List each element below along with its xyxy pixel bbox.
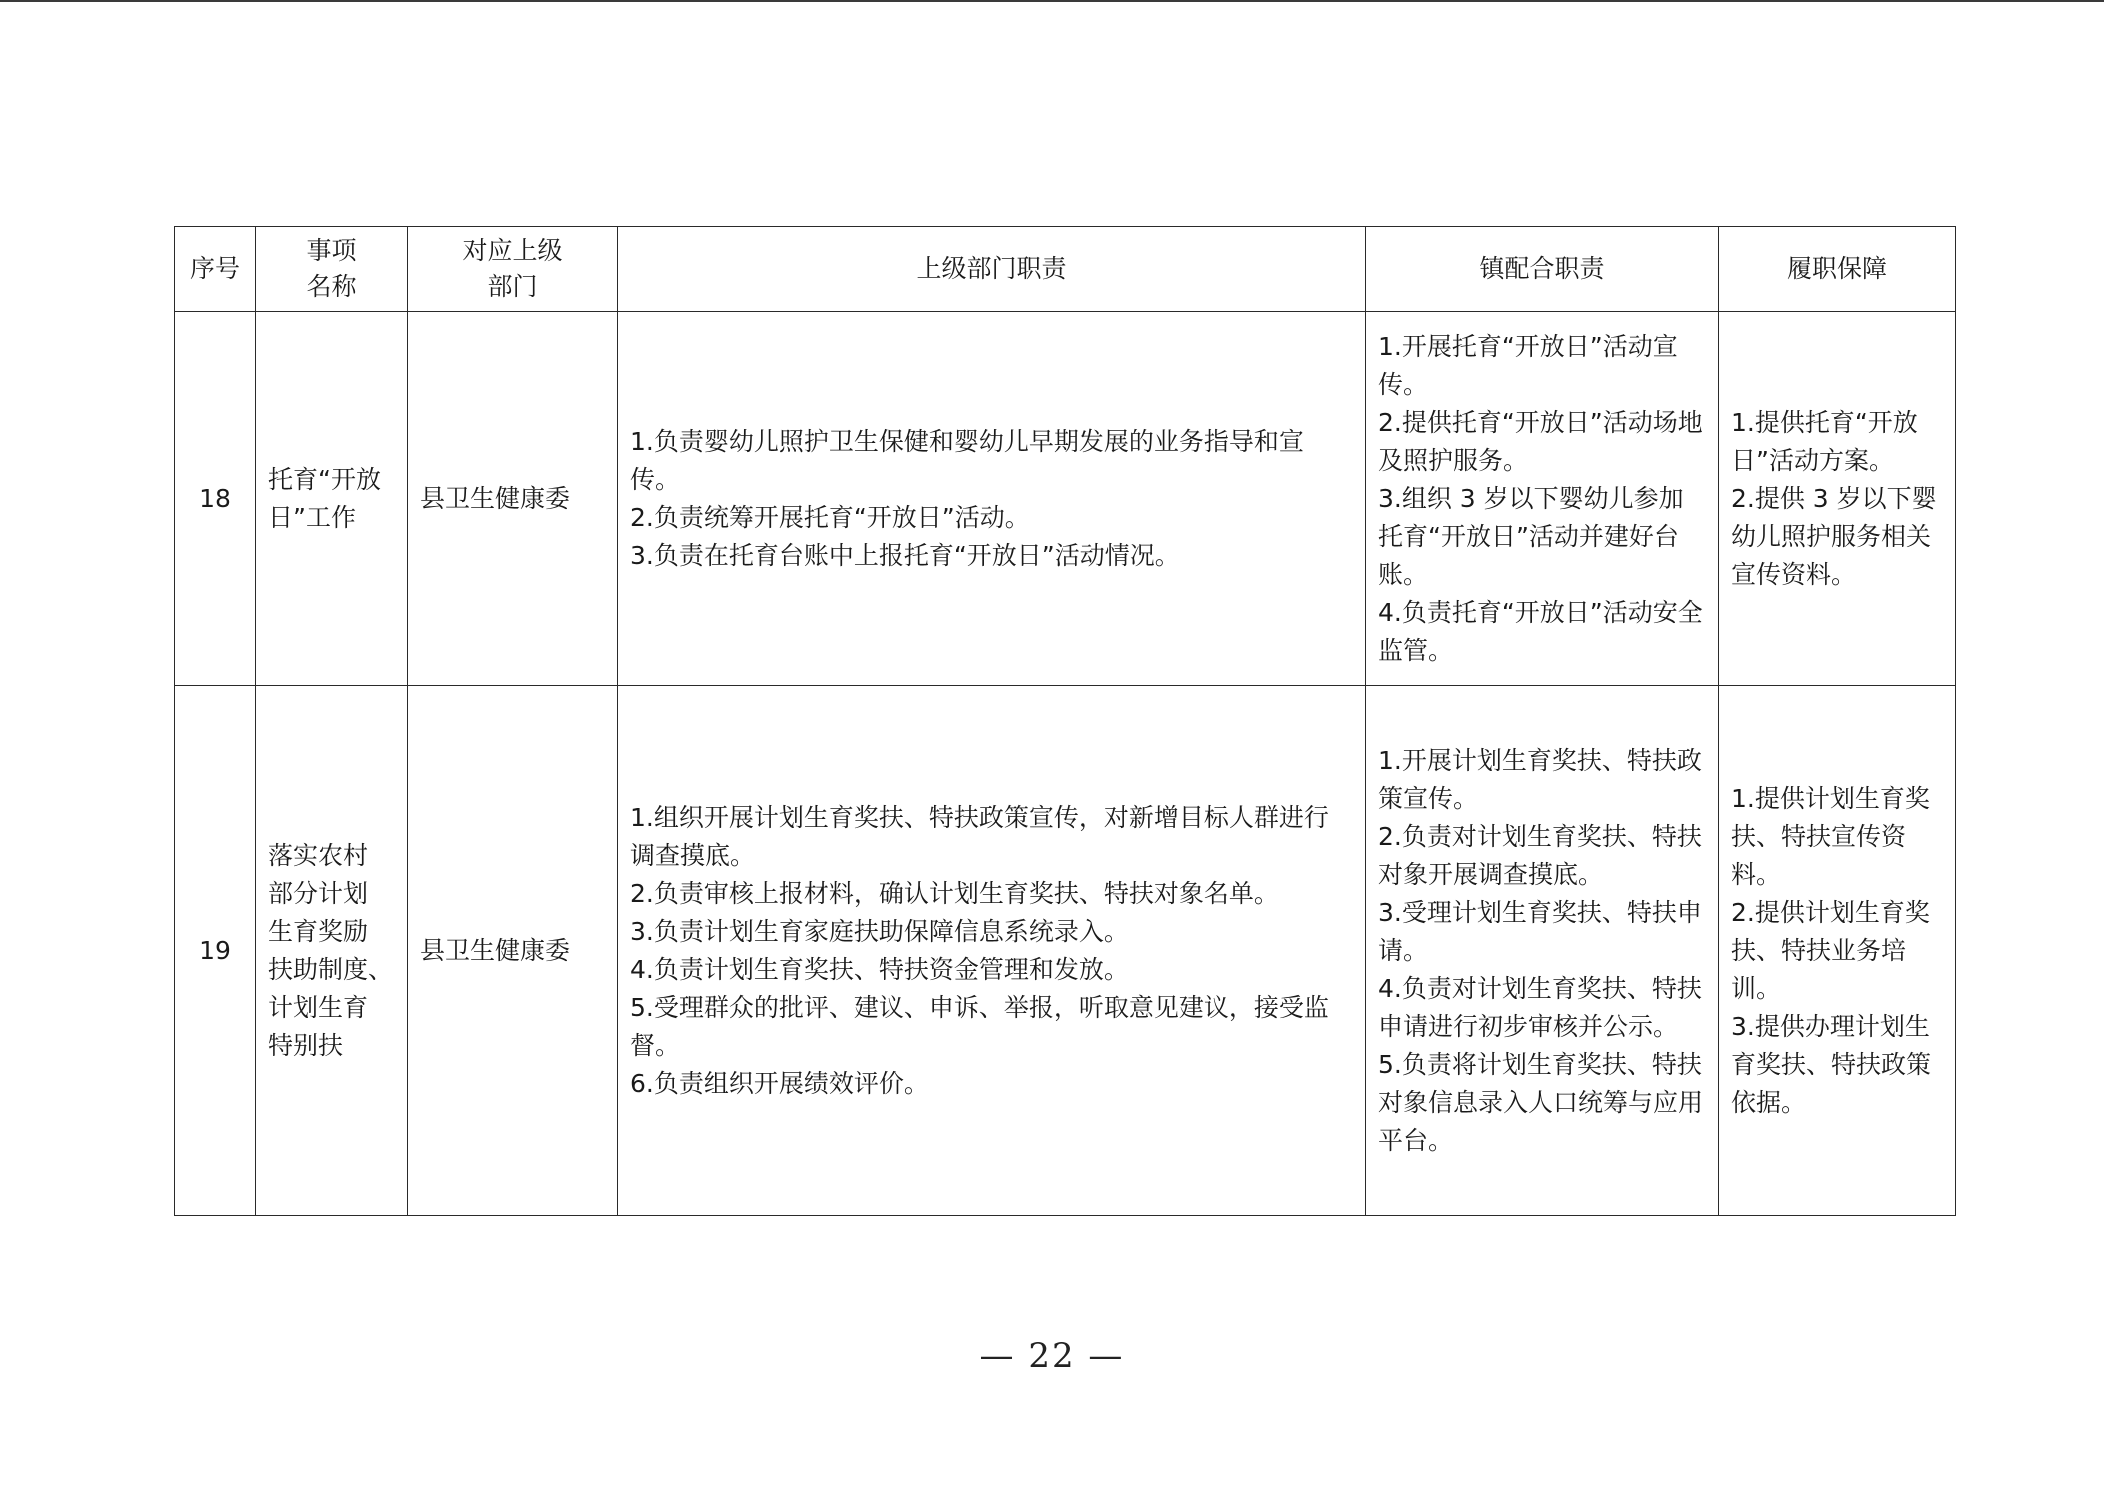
duty-table (174, 226, 1956, 1216)
header-guarantee: 履职保障 (1719, 227, 1956, 312)
upper-duty-item: 2.负责统筹开展托育“开放日”活动。 (630, 502, 1030, 532)
row-town-duty (1366, 686, 1719, 1216)
town-duty-item: 1.开展托育“开放日”活动宣传。 (1378, 331, 1678, 399)
top-border-line (0, 0, 2104, 2)
upper-duty-item: 1.组织开展计划生育奖扶、特扶政策宣传，对新增目标人群进行调查摸底。 (630, 802, 1329, 870)
upper-duty-item: 5.受理群众的批评、建议、申诉、举报，听取意见建议，接受监督。 (630, 992, 1329, 1060)
town-duty-item: 4.负责对计划生育奖扶、特扶申请进行初步审核并公示。 (1378, 973, 1702, 1041)
upper-duty-item: 3.负责计划生育家庭扶助保障信息系统录入。 (630, 916, 1129, 946)
header-dept-line: 部门 (487, 272, 538, 301)
upper-duty-item: 6.负责组织开展绩效评价。 (630, 1068, 929, 1098)
header-town-duty: 镇配合职责 (1366, 227, 1719, 312)
page-number: — 22 — (979, 1336, 1125, 1376)
row-item-name (256, 686, 408, 1216)
row-upper-duty (618, 686, 1366, 1216)
town-duty-item: 4.负责托育“开放日”活动安全监管。 (1378, 597, 1703, 665)
town-duty-item: 3.受理计划生育奖扶、特扶申请。 (1378, 897, 1702, 965)
row-guarantee (1719, 312, 1956, 686)
guarantee-item: 2.提供计划生育奖扶、特扶业务培训。 (1731, 897, 1930, 1003)
row-item-name (256, 312, 408, 686)
header-item-name-line: 名称 (306, 272, 357, 301)
upper-duty-item: 2.负责审核上报材料，确认计划生育奖扶、特扶对象名单。 (630, 878, 1279, 908)
row-seq: 18 (175, 312, 256, 686)
row-dept: 县卫生健康委 (408, 686, 618, 1216)
town-duty-item: 3.组织 3 岁以下婴幼儿参加托育“开放日”活动并建好台账。 (1378, 483, 1684, 589)
row-town-duty (1366, 312, 1719, 686)
item-name-line: 部分计划 (268, 878, 369, 908)
upper-duty-item: 1.负责婴幼儿照护卫生保健和婴幼儿早期发展的业务指导和宣传。 (630, 426, 1304, 494)
row-guarantee (1719, 686, 1956, 1216)
upper-duty-item: 3.负责在托育台账中上报托育“开放日”活动情况。 (630, 540, 1180, 570)
guarantee-item: 1.提供托育“开放日”活动方案。 (1731, 407, 1918, 475)
town-duty-item: 2.提供托育“开放日”活动场地及照护服务。 (1378, 407, 1703, 475)
table-header-row (175, 227, 1956, 312)
town-duty-item: 1.开展计划生育奖扶、特扶政策宣传。 (1378, 745, 1702, 813)
item-name-line: 落实农村 (268, 840, 369, 870)
guarantee-item: 3.提供办理计划生育奖扶、特扶政策依据。 (1731, 1011, 1932, 1117)
item-name-line: 扶助制度、 (268, 954, 394, 984)
town-duty-item: 2.负责对计划生育奖扶、特扶对象开展调查摸底。 (1378, 821, 1702, 889)
item-name-line: 托育“开放 (268, 464, 381, 494)
header-item-name-line: 事项 (306, 236, 357, 265)
guarantee-item: 2.提供 3 岁以下婴幼儿照护服务相关宣传资料。 (1731, 483, 1937, 589)
row-upper-duty (618, 312, 1366, 686)
header-dept-line: 对应上级 (462, 236, 563, 265)
header-dept (408, 227, 618, 312)
item-name-line: 生育奖励 (268, 916, 369, 946)
item-name-line: 特别扶 (268, 1030, 344, 1060)
header-upper-duty: 上级部门职责 (618, 227, 1366, 312)
upper-duty-item: 4.负责计划生育奖扶、特扶资金管理和发放。 (630, 954, 1129, 984)
row-seq: 19 (175, 686, 256, 1216)
item-name-line: 计划生育 (268, 992, 369, 1022)
header-seq: 序号 (175, 227, 256, 312)
table-row (175, 686, 1956, 1216)
town-duty-item: 5.负责将计划生育奖扶、特扶对象信息录入人口统筹与应用平台。 (1378, 1049, 1704, 1155)
row-dept: 县卫生健康委 (408, 312, 618, 686)
header-item-name (256, 227, 408, 312)
table-row (175, 312, 1956, 686)
guarantee-item: 1.提供计划生育奖扶、特扶宣传资料。 (1731, 783, 1930, 889)
item-name-line: 日”工作 (268, 502, 356, 532)
